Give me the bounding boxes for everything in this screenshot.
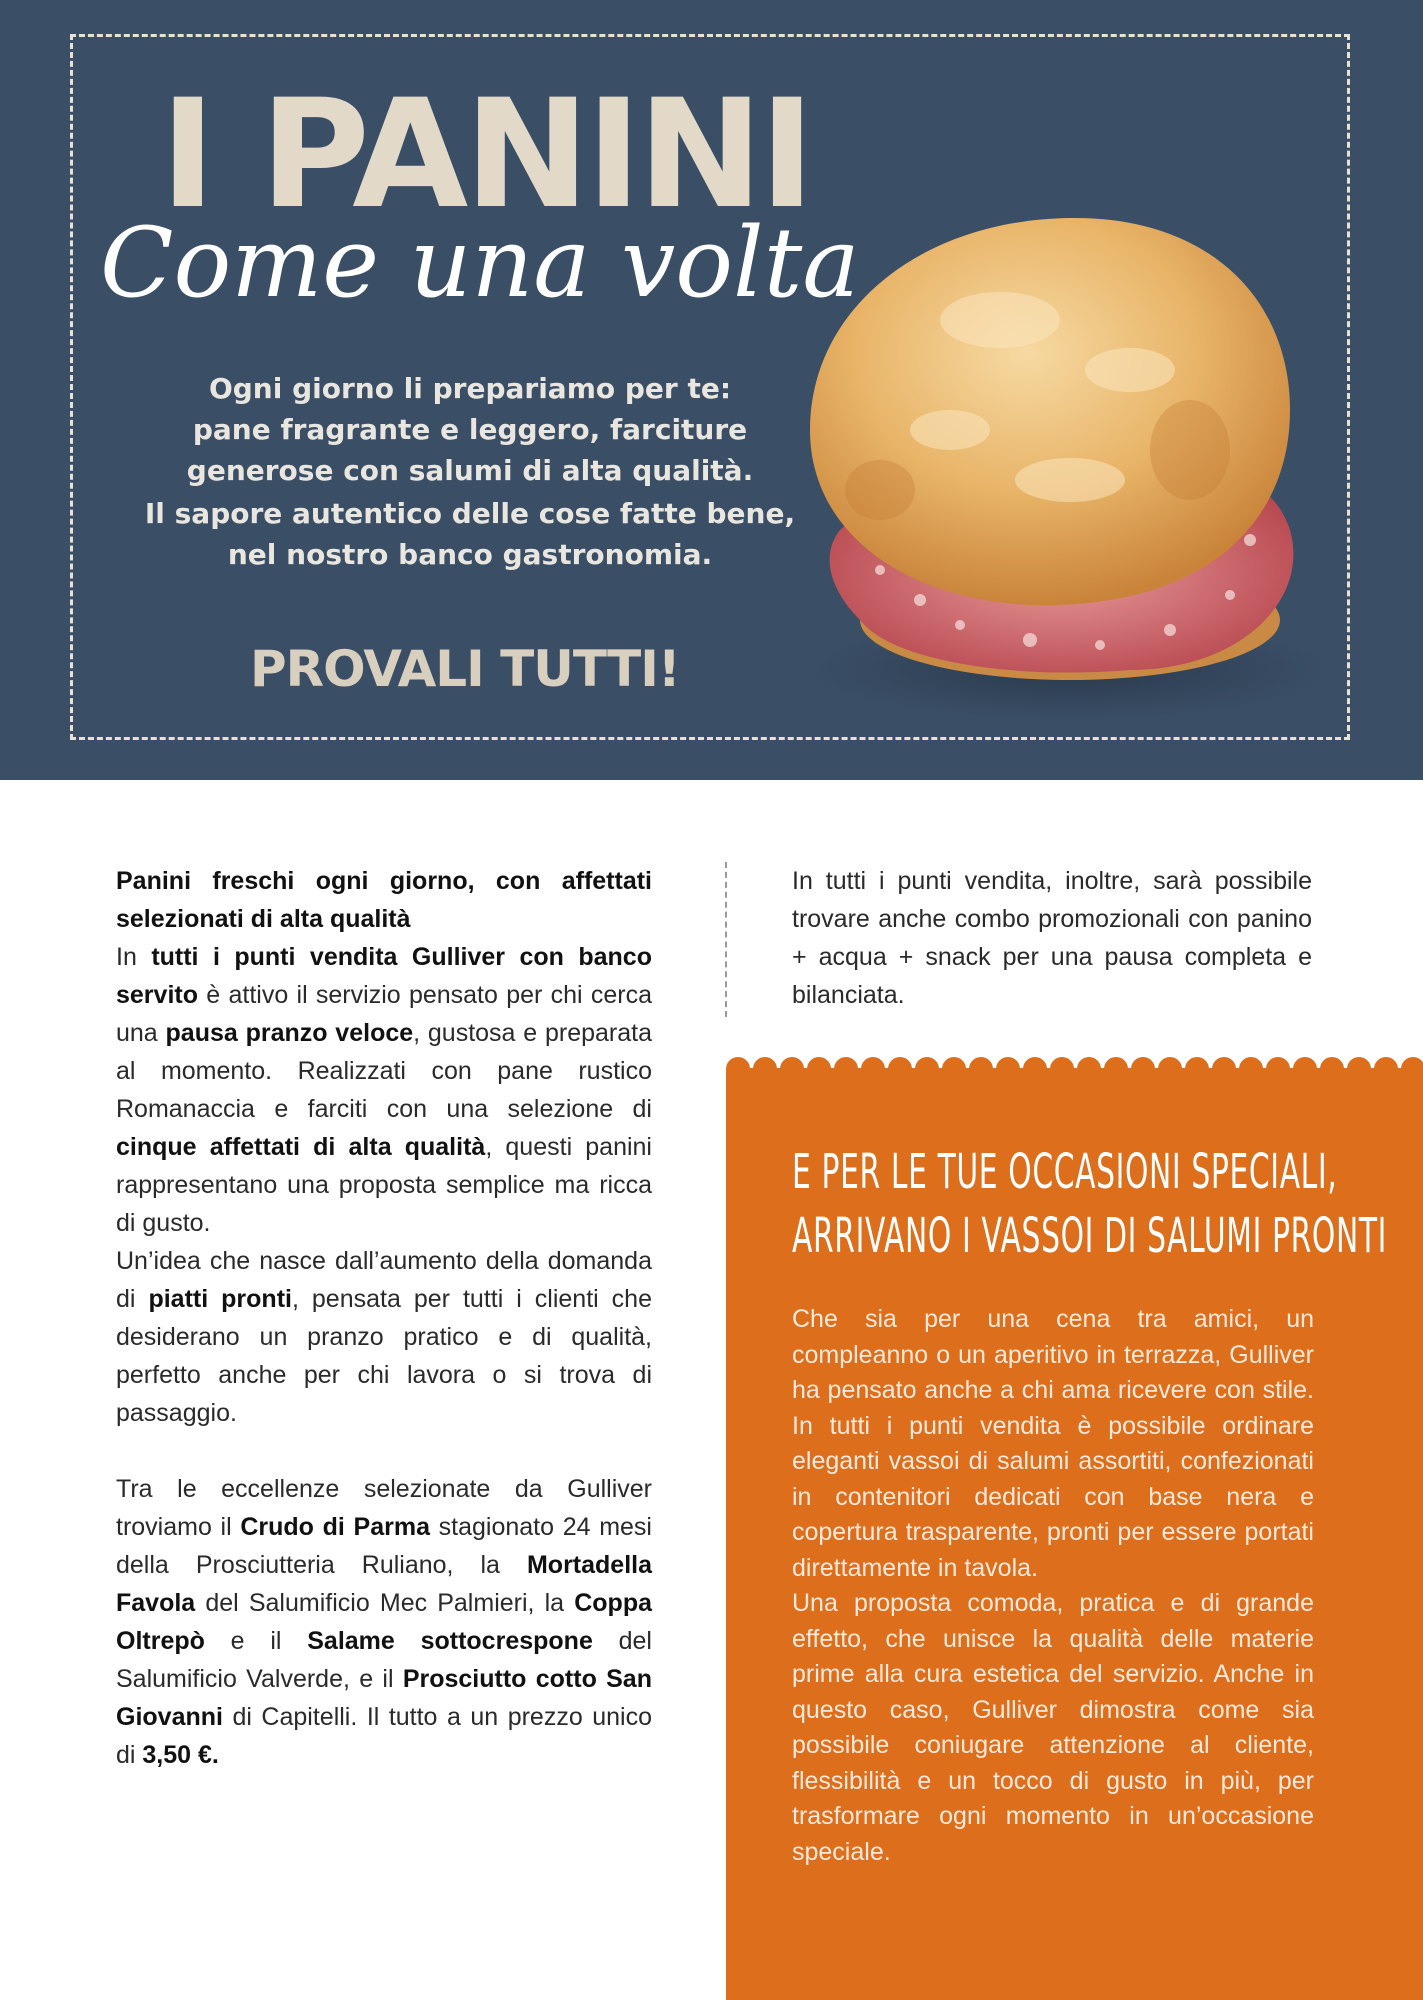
special-box-body	[792, 1302, 1314, 1870]
hero-banner	[0, 0, 1423, 780]
highlighted-text: Crudo di Parma	[240, 1513, 430, 1541]
right-article-column	[792, 862, 1312, 1014]
banner-copy-line: Ogni giorno li prepariamo per te:	[208, 372, 732, 405]
article-lead: Panini freschi ogni giorno, con affettati selezionati di alta qualità	[116, 867, 652, 933]
special-box-title-line: E PER LE TUE OCCASIONI SPECIALI,	[792, 1144, 1338, 1200]
article-paragraph: Un’idea che nasce dall’aumento della domanda di piatti pronti, pensata per tutti i clienti che desiderano un pranzo pratico e di qualità, perfetto anche per chi lavora o si trova di passaggio.	[116, 1247, 652, 1427]
highlighted-text: 3,50 €.	[142, 1741, 219, 1769]
highlighted-text: piatti pronti	[148, 1285, 292, 1313]
special-box-paragraph: Che sia per una cena tra amici, un compleanno o un aperitivo in terrazza, Gulliver ha pensato anche a chi ama ricevere con stile. In tutti i punti vendita è possibile ordinare eleganti vassoi di salumi assortiti, confezionati in contenitori dedicati con base nera e copertura trasparente, pronti per essere portati direttamente in tavola.	[792, 1305, 1314, 1582]
banner-cta: PROVALI TUTTI!	[250, 640, 680, 698]
article-paragraph: In tutti i punti vendita Gulliver con banco servito è attivo il servizio pensato per chi cerca una pausa pranzo veloce, gustosa e preparata al momento. Realizzati con pane rustico Romanaccia e farciti con una selezione di cinque affettati di alta qualità, questi panini rappresentano una proposta semplice ma ricca di gusto.	[116, 943, 652, 1237]
banner-subtitle: Come una volta	[100, 207, 860, 319]
sandwich-image	[770, 200, 1330, 740]
column-divider	[725, 862, 727, 1017]
special-box-title-line: ARRIVANO I VASSOI DI SALUMI PRONTI	[792, 1208, 1388, 1264]
article-paragraph: In tutti i punti vendita, inoltre, sarà possibile trovare anche combo promozionali con panino + acqua + snack per una pausa completa e bilanciata.	[792, 867, 1312, 1009]
highlighted-text: Salame sottocrespone	[307, 1627, 593, 1655]
banner-copy-line: Il sapore autentico delle cose fatte bene,	[144, 497, 796, 530]
highlighted-text: cinque affettati di alta qualità	[116, 1133, 486, 1161]
banner-copy-line: nel nostro banco gastronomia.	[227, 538, 713, 571]
special-box-paragraph: Una proposta comoda, pratica e di grande effetto, che unisce la qualità delle materie prime alla cura estetica del servizio. Anche in questo caso, Gulliver dimostra come sia possibile coniugare attenzione al cliente, flessibilità e un tocco di gusto in più, per trasformare ogni momento in un’occasione speciale.	[792, 1589, 1314, 1866]
highlighted-text: Prosciutto cotto San Giovanni	[116, 1665, 652, 1731]
highlighted-text: tutti i punti vendita Gulliver con banco servito	[116, 943, 652, 1009]
highlighted-text: Mortadella Favola	[116, 1551, 652, 1617]
banner-copy-line: pane fragrante e leggero, farciture	[192, 413, 748, 446]
highlighted-text: Coppa Oltrepò	[116, 1589, 652, 1655]
article-paragraph: Tra le eccellenze selezionate da Gulliver troviamo il Crudo di Parma stagionato 24 mesi della Prosciutteria Ruliano, la Mortadella Favola del Salumificio Mec Palmieri, la Coppa Oltrepò e il Salame sottocrespone del Salumificio Valverde, e il Prosciutto cotto San Giovanni di Capitelli. Il tutto a un prezzo unico di 3,50 €.	[116, 1475, 652, 1769]
special-box-title	[792, 1140, 1388, 1268]
banner-copy-line: generose con salumi di alta qualità.	[186, 454, 754, 487]
banner-title: I PANINI	[160, 68, 811, 242]
highlighted-text: pausa pranzo veloce	[165, 1019, 414, 1047]
banner-copy	[120, 368, 820, 575]
left-article-column	[116, 862, 652, 1774]
